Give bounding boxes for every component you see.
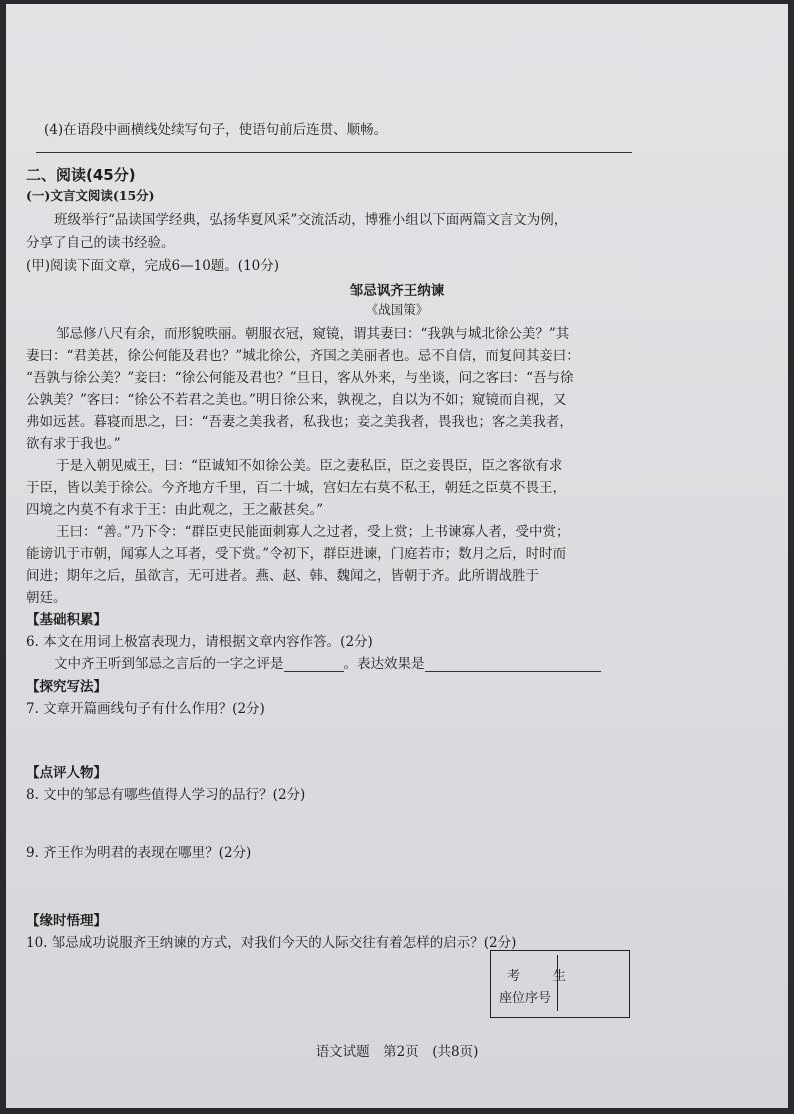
passage-line: 于是入朝见威王，曰：“臣诚知不如徐公美。臣之妻私臣，臣之妾畏臣，臣之客欲有求 xyxy=(56,458,563,474)
passage-instruction: (甲)阅读下面文章，完成6—10题。(10分) xyxy=(26,258,280,274)
intro-line-1: 班级举行“品读国学经典，弘扬华夏风采”交流活动，博雅小组以下面两篇文言文为例， xyxy=(54,212,568,228)
question-6-fill xyxy=(54,652,601,672)
seat-label xyxy=(497,955,567,1011)
passage-line: 能谤讥于市朝，闻寡人之耳者，受下赏。”令初下，群臣进谏，门庭若市；数月之后，时时而 xyxy=(26,546,567,562)
intro-line-2: 分享了自己的读书经验。 xyxy=(26,235,175,251)
page-footer: 语文试题 第2页 (共8页) xyxy=(315,1044,479,1060)
passage-line: 间进；期年之后，虽欲言，无可进者。燕、赵、韩、魏闻之，皆朝于齐。此所谓战胜于 xyxy=(26,568,539,584)
tag-write: 【探究写法】 xyxy=(26,679,107,695)
passage-line: 妻曰：“君美甚，徐公何能及君也？”城北徐公，齐国之美丽者也。忌不自信，而复问其妾曰： xyxy=(26,348,580,364)
q6-fill-text-a: 文中齐王听到邹忌之言后的一字之评是 xyxy=(54,656,284,672)
passage-line: 欲有求于我也。” xyxy=(26,436,121,452)
passage-line: 公孰美？”客曰：“徐公不若君之美也。”明日徐公来，孰视之，自以为不如；窥镜而自视，又 xyxy=(26,392,567,408)
q6-blank-1[interactable] xyxy=(284,657,344,672)
question-7: 7. 文章开篇画线句子有什么作用？(2分) xyxy=(26,701,265,717)
seat-label-number: 座位序号 xyxy=(499,991,552,1006)
tag-reason: 【缘时悟理】 xyxy=(26,913,107,929)
q6-blank-2[interactable] xyxy=(425,657,601,672)
section-title: 二、阅读(45分) xyxy=(26,166,136,184)
passage-line: 朝廷。 xyxy=(26,590,67,606)
seat-number-box xyxy=(490,950,630,1018)
passage-source: 《战国策》 xyxy=(365,302,429,317)
question-8: 8. 文中的邹忌有哪些值得人学习的品行？(2分) xyxy=(26,787,306,803)
passage-title: 邹忌讽齐王纳谏 xyxy=(349,283,445,299)
q6-fill-text-b: 。表达效果是 xyxy=(343,656,425,672)
question-10: 10. 邹忌成功说服齐王纳谏的方式，对我们今天的人际交往有着怎样的启示？(2分) xyxy=(26,935,517,951)
tag-people: 【点评人物】 xyxy=(26,765,107,781)
passage-line: 四境之内莫不有求于王：由此观之，王之蔽甚矣。” xyxy=(26,502,324,518)
subsection-title: (一)文言文阅读(15分) xyxy=(26,188,155,203)
passage-line: 弗如远甚。暮寝而思之，曰：“吾妻之美我者，私我也；妾之美我者，畏我也；客之美我者， xyxy=(26,414,573,430)
passage-line: 邹忌修八尺有余，而形貌昳丽。朝服衣冠，窥镜，谓其妻曰：“我孰与城北徐公美？”其 xyxy=(56,326,570,342)
question-6: 6. 本文在用词上极富表现力，请根据文章内容作答。(2分) xyxy=(26,634,373,650)
passage-line: 王曰：“善。”乃下令：“群臣吏民能面刺寡人之过者，受上赏；上书谏寡人者，受中赏； xyxy=(56,524,570,540)
passage-line: 于臣，皆以美于徐公。今齐地方千里，百二十城，宫妇左右莫不私王，朝廷之臣莫不畏王， xyxy=(26,480,566,496)
tag-basic: 【基础积累】 xyxy=(26,612,107,628)
passage-line: “吾孰与徐公美？”妾曰：“徐公何能及君也？”旦日，客从外来，与坐谈，问之客曰：“吾与徐 xyxy=(26,370,574,386)
answer-line xyxy=(36,152,632,153)
prev-question-4: (4)在语段中画横线处续写句子，使语句前后连贯、顺畅。 xyxy=(44,122,388,138)
exam-page xyxy=(6,4,788,1108)
seat-label-kao: 考 xyxy=(507,969,521,984)
question-9: 9. 齐王作为明君的表现在哪里？(2分) xyxy=(26,845,252,861)
seat-label-sheng: 生 xyxy=(553,969,567,984)
